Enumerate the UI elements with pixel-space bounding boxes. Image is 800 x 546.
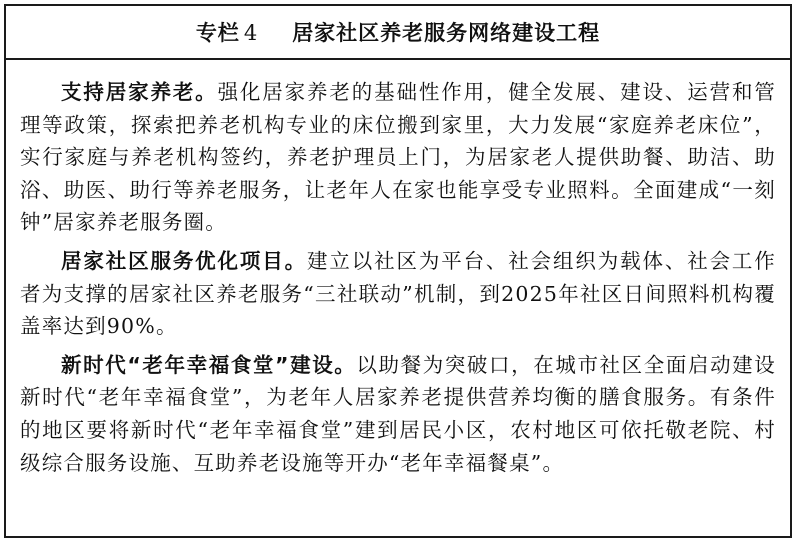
feature-box [4,4,792,538]
box-title [196,17,600,47]
box-content [6,60,790,479]
column-number: 4 [243,21,259,45]
paragraph-heading: 支持居家养老。 [61,80,218,104]
paragraph-text: 强化居家养老的基础性作用，健全发展、建设、运营和管理等政策，探索把养老机构专业的床位搬到家里，大力发展“家庭养老床位”，实行家庭与养老机构签约，养老护理员上门，为居家老人提供助餐、助洁、助浴、助医、助行等养老服务，让老年人在家也能享受专业照料。全面建成“一刻钟”居家养老服务圈。 [20,80,777,235]
paragraph-canteen [20,349,776,479]
paragraph-heading: 居家社区服务优化项目。 [61,248,308,273]
box-header [6,6,790,60]
paragraph-community-service [20,245,776,343]
paragraph-home-care [20,76,776,239]
paragraph-text: 建立以社区为平台、社会组织为载体、社会工作者为支撑的居家社区养老服务“三社联动”机制，到2025年社区日间照料机构覆盖率达到90%。 [20,248,777,339]
paragraph-heading: 新时代“老年幸福食堂”建设。 [61,352,357,377]
column-label: 专栏 [195,21,240,45]
paragraph-text: 以助餐为突破口，在城市社区全面启动建设新时代“老年幸福食堂”，为老年人居家养老提供营养均衡的膳食服务。有条件的地区要将新时代“老年幸福食堂”建到居民小区，农村地区可依托敬老院、村级综合服务设施、互助养老设施等开办“老年幸福餐桌”。 [20,352,776,475]
column-title: 居家社区养老服务网络建设工程 [292,21,601,45]
